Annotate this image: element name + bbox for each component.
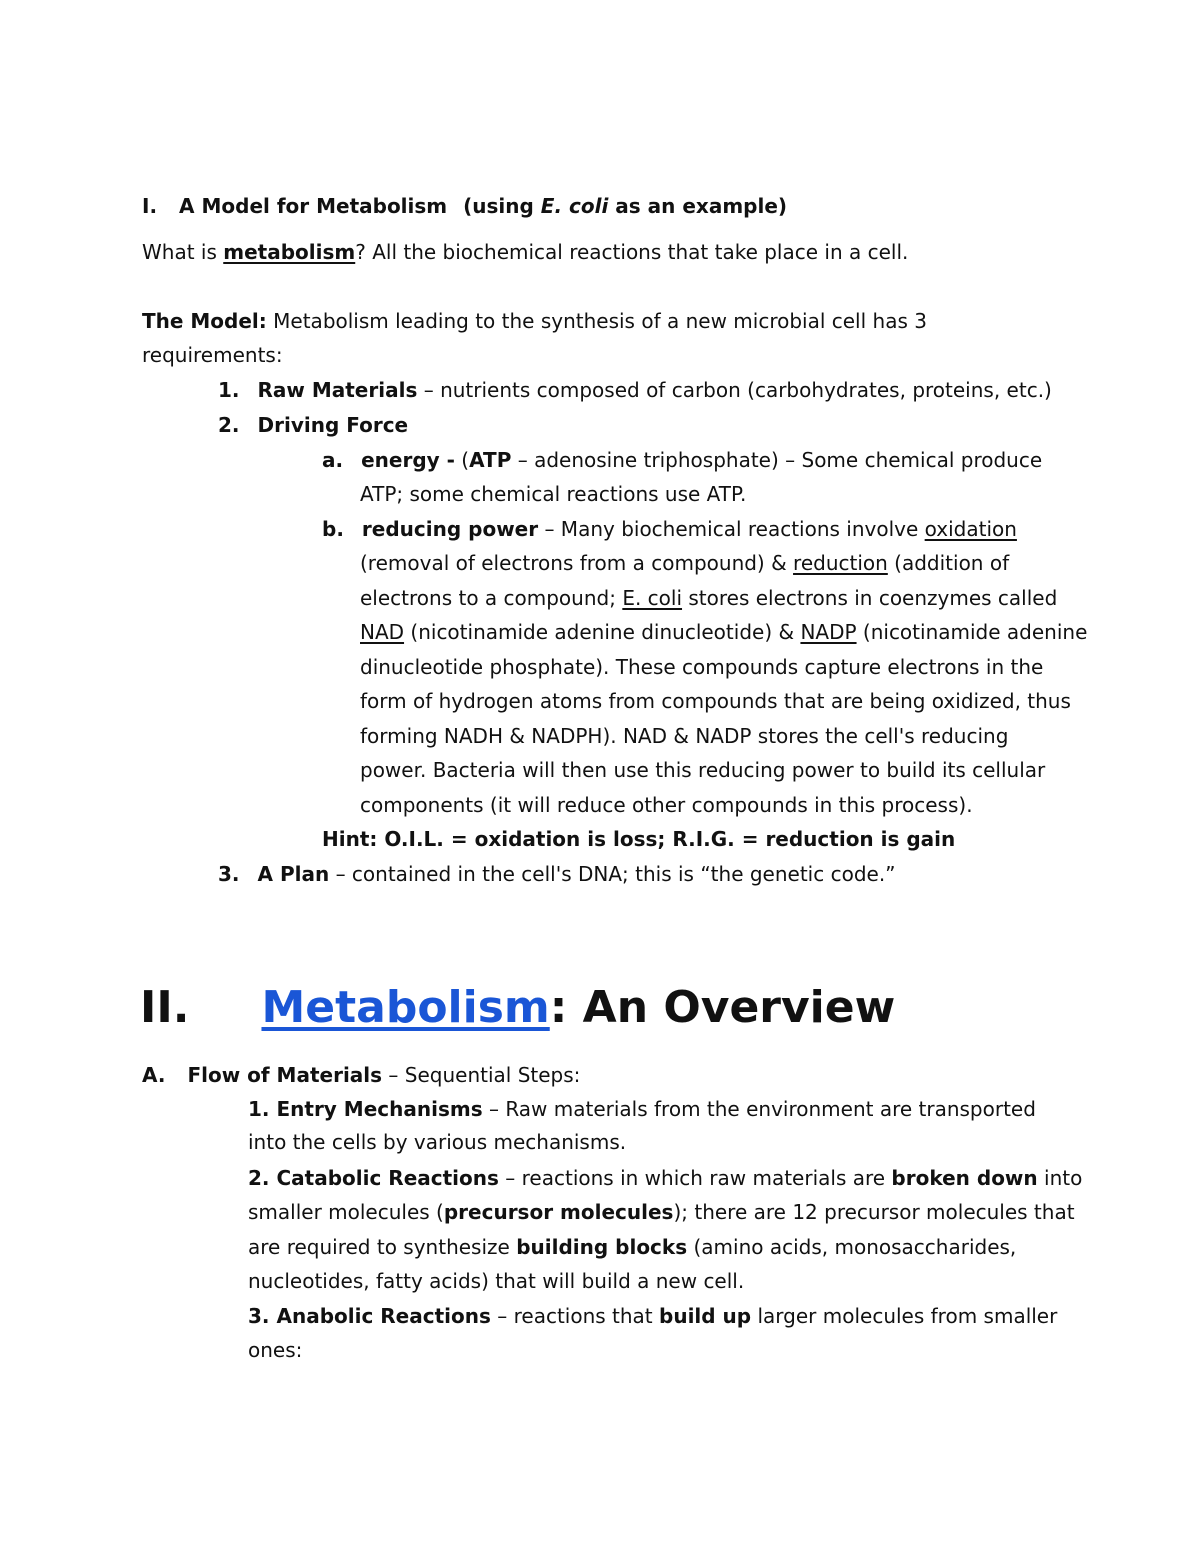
- step-catabolic-line3: are required to synthesize building blocks (amino acids, monosaccharides,: [248, 1235, 1017, 1259]
- metabolism-question: What is metabolism? All the biochemical reactions that take place in a cell.: [142, 240, 909, 264]
- section-2-heading: [140, 978, 895, 1038]
- section-1-heading: I. A Model for Metabolism (using E. coli as an example): [142, 194, 788, 218]
- reducing-power-line3: electrons to a compound; E. coli stores electrons in coenzymes called: [360, 586, 1058, 610]
- section-1-title: A Model for Metabolism: [179, 194, 448, 218]
- step-catabolic-line2: smaller molecules (precursor molecules); there are 12 precursor molecules that: [248, 1200, 1075, 1224]
- sublist-item-reducing-power: b. reducing power – Many biochemical reactions involve oxidation: [322, 517, 1017, 541]
- flow-of-materials: A. Flow of Materials – Sequential Steps:: [142, 1063, 581, 1087]
- model-intro-line2: requirements:: [142, 343, 283, 367]
- list-item-plan: 3. A Plan – contained in the cell's DNA; this is “the genetic code.”: [218, 862, 896, 886]
- step-anabolic-reactions: 3. Anabolic Reactions – reactions that build up larger molecules from smaller: [248, 1304, 1058, 1328]
- reducing-power-line8: power. Bacteria will then use this reducing power to build its cellular: [360, 758, 1046, 782]
- section-2-title: : An Overview: [549, 982, 896, 1033]
- hint-line: Hint: O.I.L. = oxidation is loss; R.I.G. = reduction is gain: [322, 827, 956, 851]
- reducing-power-line5: dinucleotide phosphate). These compounds capture electrons in the: [360, 655, 1044, 679]
- section-1-number: I.: [142, 194, 158, 218]
- nad-term: NAD: [360, 620, 405, 644]
- sublist-item-energy: a. energy - (ATP – adenosine triphosphate) – Some chemical produce: [322, 448, 1043, 472]
- step-entry-mechanisms: 1. Entry Mechanisms – Raw materials from the environment are transported: [248, 1097, 1036, 1121]
- list-item-raw-materials: 1. Raw Materials – nutrients composed of carbon (carbohydrates, proteins, etc.): [218, 378, 1052, 402]
- metabolism-term: metabolism: [223, 240, 356, 264]
- model-intro: The Model: Metabolism leading to the synthesis of a new microbial cell has 3: [142, 309, 927, 333]
- step-catabolic-reactions: 2. Catabolic Reactions – reactions in which raw materials are broken down into: [248, 1166, 1083, 1190]
- species-name: E. coli: [540, 194, 609, 218]
- ecoli-term: E. coli: [622, 586, 683, 610]
- reduction-term: reduction: [793, 551, 888, 575]
- model-label: The Model:: [142, 309, 267, 333]
- nadp-term: NADP: [800, 620, 857, 644]
- oxidation-term: oxidation: [924, 517, 1017, 541]
- step-catabolic-line4: nucleotides, fatty acids) that will build a new cell.: [248, 1269, 745, 1293]
- reducing-power-line7: forming NADH & NADPH). NAD & NADP stores the cell's reducing: [360, 724, 1009, 748]
- reducing-power-line6: form of hydrogen atoms from compounds that are being oxidized, thus: [360, 689, 1071, 713]
- reducing-power-line2: (removal of electrons from a compound) & reduction (addition of: [360, 551, 1010, 575]
- step-anabolic-line2: ones:: [248, 1338, 303, 1362]
- reducing-power-line9: components (it will reduce other compounds in this process).: [360, 793, 973, 817]
- reducing-power-line4: NAD (nicotinamide adenine dinucleotide) & NADP (nicotinamide adenine: [360, 620, 1088, 644]
- section-2-number: II.: [140, 982, 190, 1033]
- metabolism-link[interactable]: Metabolism: [261, 982, 550, 1033]
- list-item-driving-force: 2. Driving Force: [218, 413, 409, 437]
- sublist-item-energy-line2: ATP; some chemical reactions use ATP.: [360, 482, 747, 506]
- step-entry-mechanisms-line2: into the cells by various mechanisms.: [248, 1130, 627, 1154]
